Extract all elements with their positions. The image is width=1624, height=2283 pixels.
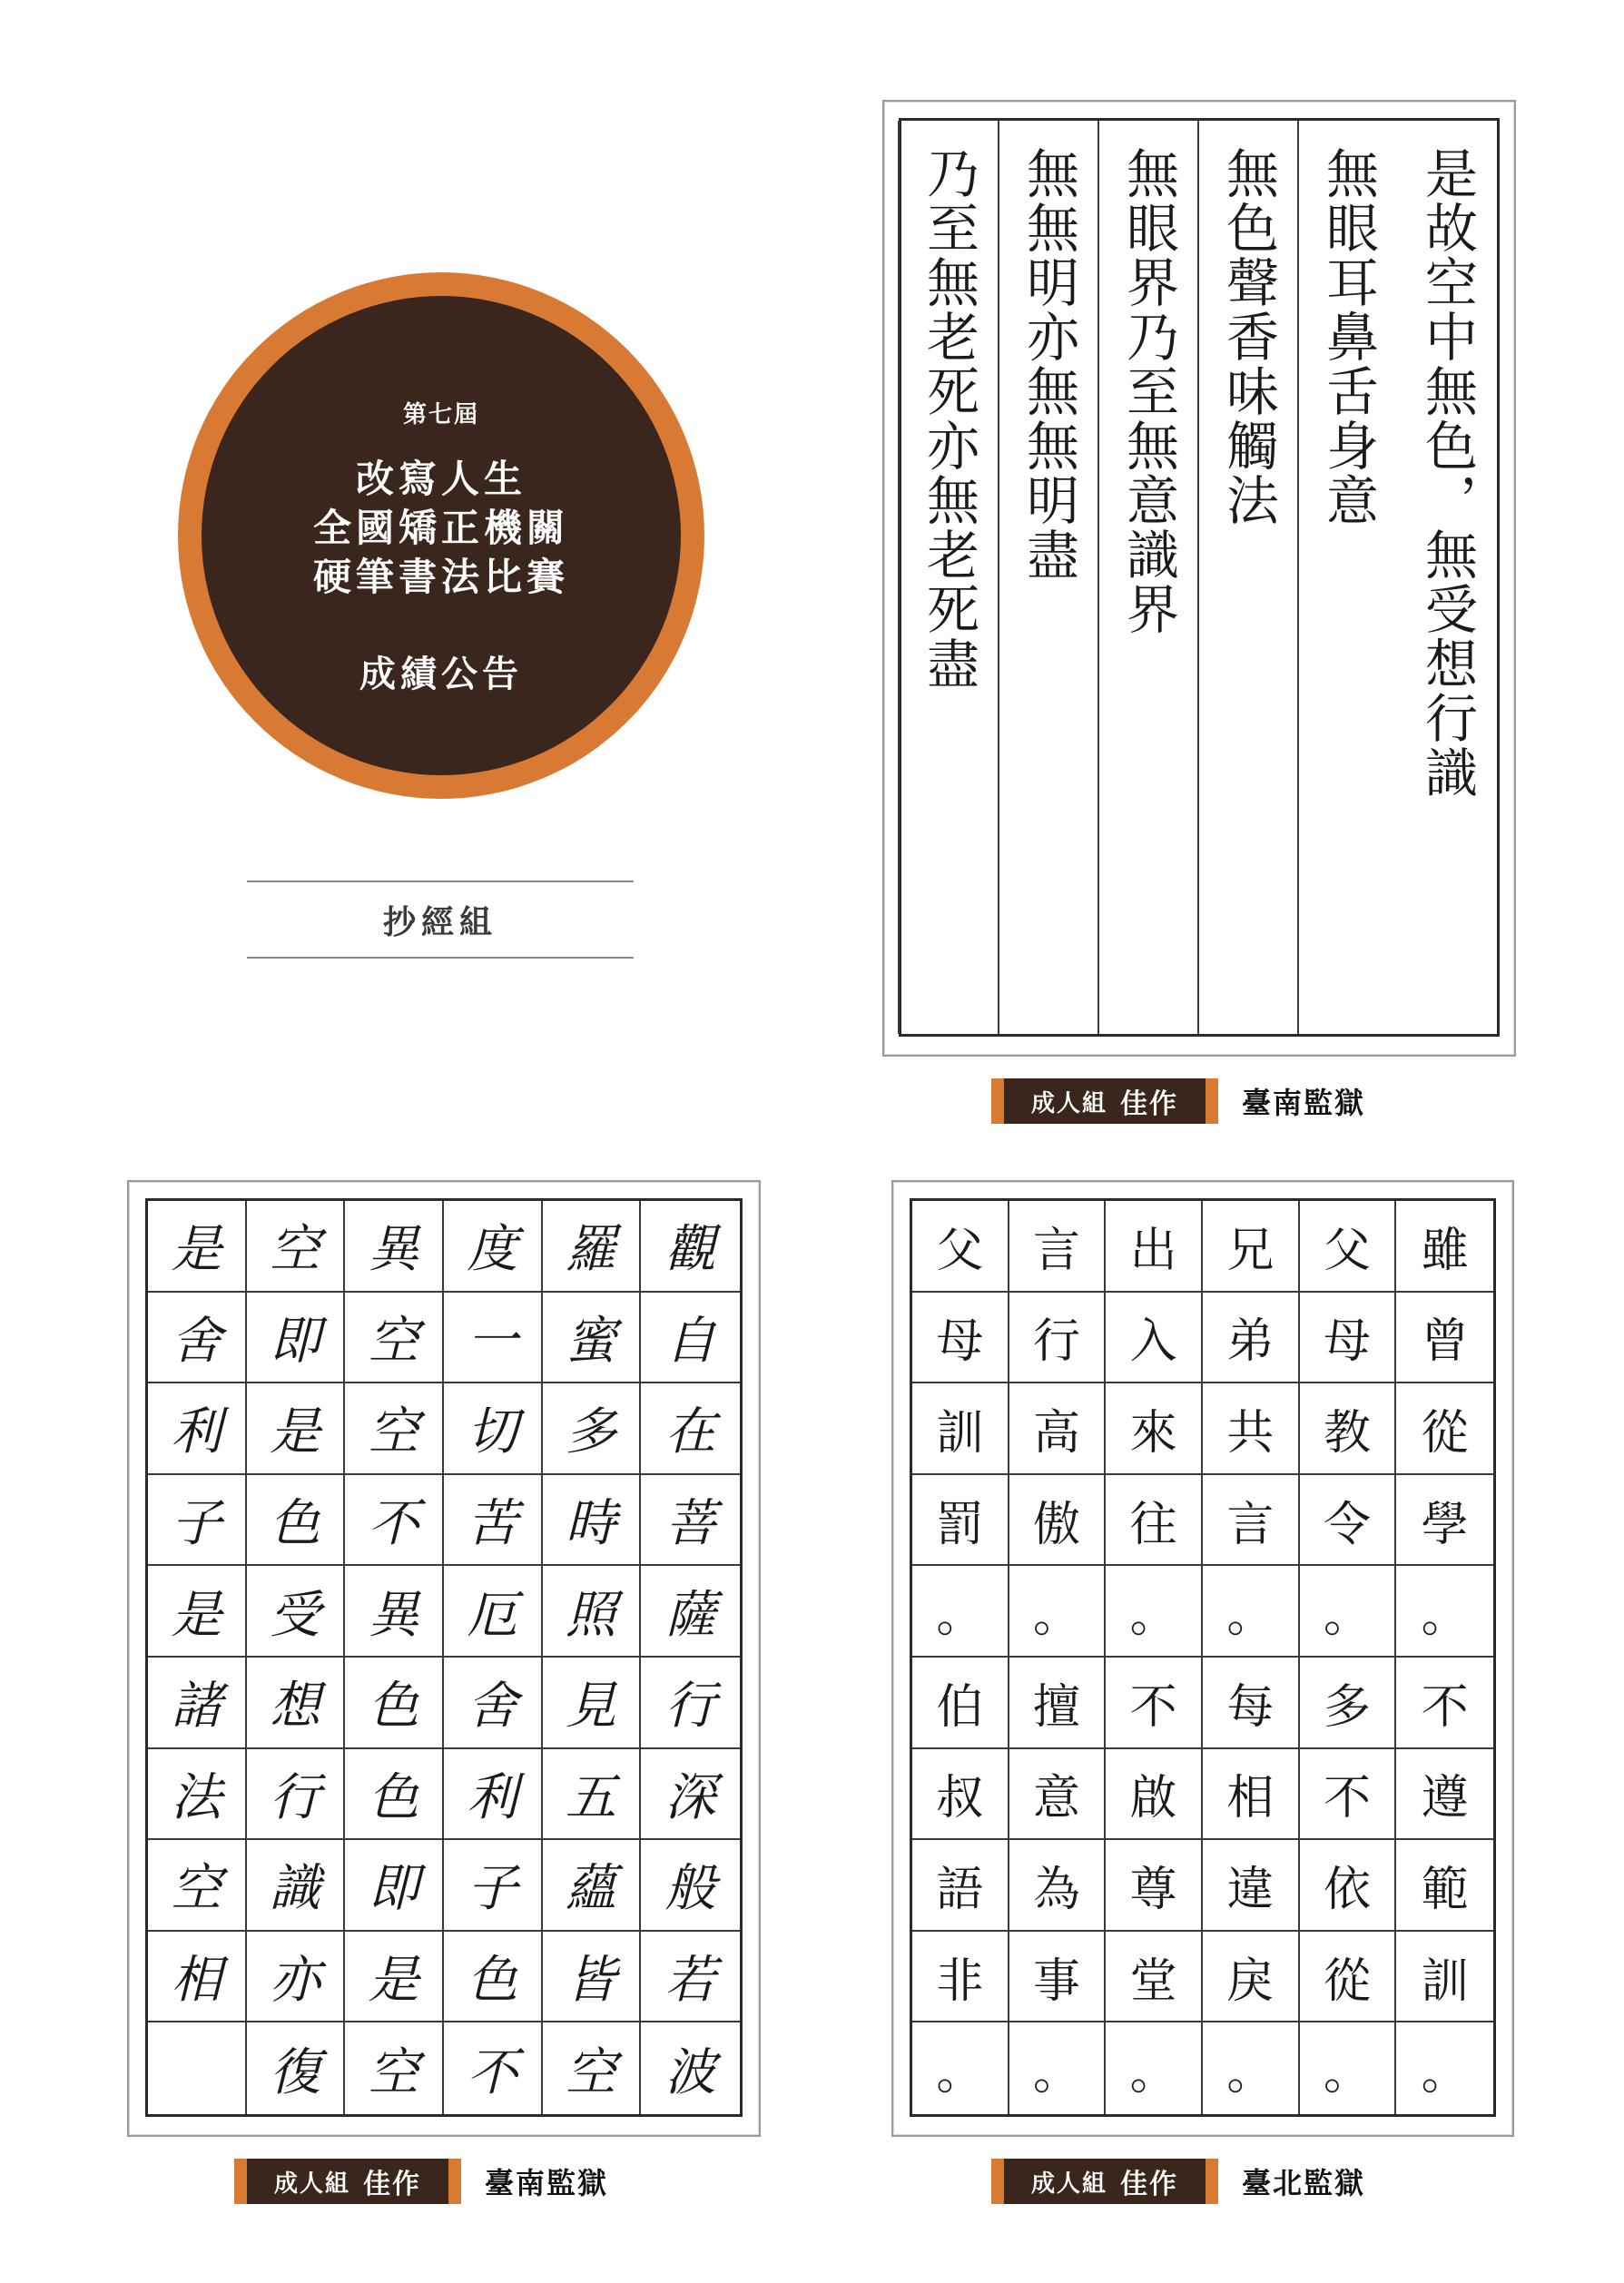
grid-cell [912,1293,1009,1384]
character: 即 [269,1311,320,1371]
grid-cell [1396,1566,1493,1658]
grid-cell [543,1749,642,1841]
grid-cell [148,2022,247,2114]
character: 色 [269,1494,320,1554]
grid-cell [1106,1201,1203,1293]
grid-cell [641,1566,740,1658]
grid-cell [1396,1932,1493,2023]
grid-cell [345,1566,444,1658]
character: 不 [467,2042,518,2102]
award-badge [234,2159,461,2204]
grid-cell [247,1749,346,1841]
character: 苦 [467,1494,518,1554]
character: 空 [565,2042,616,2102]
character: 相 [1226,1771,1275,1826]
grid-cell [1106,1475,1203,1567]
grid-cell [148,1383,247,1475]
grid-cell [543,1932,642,2023]
character: 擅 [1032,1679,1080,1735]
character: 菩 [664,1494,716,1554]
character: 依 [1323,1862,1371,1917]
grid-cell [1300,1566,1397,1658]
character: 相 [171,1951,222,2011]
grid-cell [1106,1658,1203,1749]
grid-cell [444,1840,543,1932]
category-label: 成人組 [274,2170,351,2198]
grid-cell [543,1293,642,1384]
text-column: 是故空中無色，無受想行識 [1416,146,1478,800]
character: 意 [1032,1771,1080,1826]
edition-label: 第七屆 [402,401,479,428]
character: 蜜 [565,1311,616,1371]
category-label: 成人組 [1031,1089,1108,1117]
grid-cell [1009,1840,1107,1932]
grid-cell [543,1658,642,1749]
grid-cell [444,1383,543,1475]
grid-cell [345,1383,444,1475]
character: 出 [1129,1223,1177,1278]
institution-label: 臺南監獄 [485,2166,609,2200]
character: 。 [936,2046,984,2101]
character: 訓 [1421,1953,1469,2009]
character: 在 [664,1402,716,1462]
character: 即 [368,1859,419,1919]
character: 從 [1421,1405,1469,1461]
character: 多 [565,1402,616,1462]
award-label: 佳作 [1120,1088,1179,1120]
character: 不 [1129,1679,1177,1735]
character: 色 [467,1951,518,2011]
character: 一 [467,1311,518,1371]
character: 雖 [1421,1223,1469,1278]
grid-cell [641,1475,740,1567]
title-line: 硬筆書法比賽 [312,555,569,599]
grid-cell [1396,1383,1493,1475]
section-heading: 抄經組 [247,881,634,959]
character: 亦 [269,1951,320,2011]
grid-cell [1106,1383,1203,1475]
character: 薩 [664,1585,716,1645]
grid-cell [1203,1840,1300,1932]
character: 教 [1323,1405,1371,1461]
character: 蘊 [565,1859,616,1919]
grid-cell [1009,1932,1107,2023]
grid-cell [912,1932,1009,2023]
grid-cell [1106,1293,1203,1384]
grid-cell [148,1566,247,1658]
character: 色 [368,1677,419,1737]
grid-cell [247,1932,346,2023]
character: 違 [1226,1862,1275,1917]
grid-cell [1106,1840,1203,1932]
character: 。 [1323,1589,1371,1644]
character: 。 [1421,1589,1469,1644]
title-badge-inner [202,296,681,775]
character: 諸 [171,1677,222,1737]
character: 範 [1421,1862,1469,1917]
grid-cell [1203,1749,1300,1841]
character: 空 [368,1402,419,1462]
category-label: 成人組 [1031,2170,1108,2198]
grid-cell [912,2022,1009,2114]
character: 舍 [171,1311,222,1371]
character: 戾 [1226,1953,1275,2009]
grid-cell [1300,2022,1397,2114]
character: 母 [1323,1314,1371,1370]
grid-cell [641,1383,740,1475]
award-label: 佳作 [363,2169,422,2200]
character: 訓 [936,1405,984,1461]
grid-cell [1009,1749,1107,1841]
character: 高 [1032,1405,1080,1461]
grid-cell [543,2022,642,2114]
character: 波 [664,2042,716,2102]
grid-cell [1009,1566,1107,1658]
text-column: 乃至無老死亦無老死盡 [898,121,998,1034]
character: 色 [368,1767,419,1827]
character: 語 [936,1862,984,1917]
institution-label: 臺北監獄 [1242,2166,1366,2200]
character: 言 [1226,1497,1275,1552]
text-column: 無無明亦無無明盡 [998,121,1097,1034]
character: 是 [171,1585,222,1645]
grid-cell [148,1749,247,1841]
competition-title [202,455,681,602]
character: 是 [368,1951,419,2011]
grid-cell [1300,1201,1397,1293]
grid-cell [444,2022,543,2114]
grid-cell [1396,1658,1493,1749]
grid-cell [1300,1749,1397,1841]
grid-cell [444,1566,543,1658]
grid-cell [1009,2022,1107,2114]
award-label: 佳作 [1120,2169,1179,2200]
grid-cell [912,1383,1009,1475]
grid-cell [1009,1293,1107,1384]
character: 令 [1323,1497,1371,1552]
grid-cell [641,1932,740,2023]
character: 來 [1129,1405,1177,1461]
grid-cell [912,1658,1009,1749]
character: 是 [171,1220,222,1280]
character: 利 [171,1402,222,1462]
grid-cell [444,1201,543,1293]
grid-cell [543,1475,642,1567]
title-line: 改寫人生 [355,457,527,501]
character: 若 [664,1951,716,2011]
grid-cell [1396,2022,1493,2114]
grid-cell [1300,1293,1397,1384]
calligraphy-sheet-1 [882,100,1516,1057]
character: 共 [1226,1405,1275,1461]
award-badge [991,1078,1218,1124]
character: 。 [1129,2046,1177,2101]
character: 自 [664,1311,716,1371]
grid-cell [148,1293,247,1384]
grid-cell [444,1658,543,1749]
grid-cell [641,1658,740,1749]
grid-cell [345,1749,444,1841]
grid-cell [148,1201,247,1293]
grid-cell [1106,1749,1203,1841]
grid-cell [1203,1932,1300,2023]
character: 空 [171,1859,222,1919]
character: 學 [1421,1497,1469,1552]
character: 叔 [936,1771,984,1826]
character: 事 [1032,1953,1080,2009]
grid-cell [1396,1201,1493,1293]
character: 復 [269,2042,320,2102]
character: 往 [1129,1497,1177,1552]
character: 法 [171,1767,222,1827]
grid-cell [912,1749,1009,1841]
grid-cell [247,1658,346,1749]
grid-cell [247,1475,346,1567]
grid-cell [345,1840,444,1932]
sheet-1-grid [899,118,1500,1037]
character: 。 [1032,1589,1080,1644]
grid-cell [1009,1658,1107,1749]
sheet-2-grid [145,1198,743,2117]
grid-cell [1009,1475,1107,1567]
character: 罰 [936,1497,984,1552]
title-line: 全國矯正機關 [312,506,569,550]
grid-cell [1203,1293,1300,1384]
grid-cell [543,1201,642,1293]
text-column: 無眼界乃至無意識界 [1097,121,1197,1034]
grid-cell [1203,2022,1300,2114]
grid-cell [1106,2022,1203,2114]
character: 言 [1032,1223,1080,1278]
character: 堂 [1129,1953,1177,2009]
grid-cell [148,1840,247,1932]
grid-cell [1300,1383,1397,1475]
character: 伯 [936,1679,984,1735]
grid-cell [1203,1201,1300,1293]
character: 照 [565,1585,616,1645]
character: 皆 [565,1951,616,2011]
character: 異 [368,1585,419,1645]
grid-cell [148,1658,247,1749]
character: 弟 [1226,1314,1275,1370]
sheet-3-grid [910,1198,1496,2117]
character: 子 [171,1494,222,1554]
character: 行 [664,1677,716,1737]
grid-cell [543,1383,642,1475]
grid-cell [345,1475,444,1567]
grid-cell [345,2022,444,2114]
grid-cell [1203,1658,1300,1749]
grid-cell [247,2022,346,2114]
character: 傲 [1032,1497,1080,1552]
text-column: 無眼耳鼻舌身意 [1297,121,1397,1034]
character: 見 [565,1677,616,1737]
character: 想 [269,1677,320,1737]
grid-cell [641,1749,740,1841]
grid-cell [444,1475,543,1567]
grid-cell [912,1201,1009,1293]
grid-cell [1106,1932,1203,2023]
grid-cell [247,1383,346,1475]
grid-cell [247,1293,346,1384]
grid-cell [912,1475,1009,1567]
grid-cell [641,1840,740,1932]
grid-cell [1396,1293,1493,1384]
grid-cell [1009,1201,1107,1293]
grid-cell [345,1658,444,1749]
character: 。 [1226,1589,1275,1644]
character: 空 [368,2042,419,2102]
character: 。 [1032,2046,1080,2101]
character: 母 [936,1314,984,1370]
grid-cell [1300,1475,1397,1567]
text-column: 無色聲香味觸法 [1197,121,1297,1034]
grid-cell [345,1201,444,1293]
results-notice: 成績公告 [359,654,523,695]
character: 深 [664,1767,716,1827]
character: 尊 [1129,1862,1177,1917]
character: 不 [1323,1771,1371,1826]
character: 不 [1421,1679,1469,1735]
grid-cell [1300,1932,1397,2023]
grid-cell [345,1932,444,2023]
character: 曾 [1421,1314,1469,1370]
grid-cell [1300,1840,1397,1932]
grid-cell [345,1293,444,1384]
character: 為 [1032,1862,1080,1917]
character: 時 [565,1494,616,1554]
grid-cell [148,1932,247,2023]
calligraphy-sheet-3 [891,1180,1514,2137]
character: 入 [1129,1314,1177,1370]
grid-cell [1203,1475,1300,1567]
character: 每 [1226,1679,1275,1735]
character: 切 [467,1402,518,1462]
character: 利 [467,1767,518,1827]
character: 度 [467,1220,518,1280]
caption-1 [991,1078,1365,1124]
character: 不 [368,1494,419,1554]
character: 空 [368,1311,419,1371]
grid-cell [1396,1840,1493,1932]
institution-label: 臺南監獄 [1242,1086,1366,1120]
character: 從 [1323,1953,1371,2009]
grid-cell [444,1932,543,2023]
character: 父 [936,1223,984,1278]
calligraphy-sheet-2 [127,1180,761,2137]
character: 舍 [467,1677,518,1737]
title-badge [178,272,704,799]
character: 父 [1323,1223,1371,1278]
grid-cell [641,2022,740,2114]
grid-cell [1300,1658,1397,1749]
character: 厄 [467,1585,518,1645]
character: 空 [269,1220,320,1280]
character: 觀 [664,1220,716,1280]
grid-cell [1009,1383,1107,1475]
character: 。 [1421,2046,1469,2101]
grid-cell [1203,1566,1300,1658]
grid-cell [912,1566,1009,1658]
grid-cell [1106,1566,1203,1658]
grid-cell [543,1840,642,1932]
grid-cell [444,1749,543,1841]
grid-cell [641,1201,740,1293]
caption-2 [234,2159,608,2204]
character: 受 [269,1585,320,1645]
character: 般 [664,1859,716,1919]
grid-cell [444,1293,543,1384]
character: 。 [1323,2046,1371,2101]
character: 行 [1032,1314,1080,1370]
character: 非 [936,1953,984,2009]
character: 羅 [565,1220,616,1280]
character: 行 [269,1767,320,1827]
character: 異 [368,1220,419,1280]
grid-cell [247,1201,346,1293]
character: 啟 [1129,1771,1177,1826]
character: 五 [565,1767,616,1827]
character: 兄 [1226,1223,1275,1278]
character: 是 [269,1402,320,1462]
award-badge [991,2159,1218,2204]
grid-cell [1396,1749,1493,1841]
character: 多 [1323,1679,1371,1735]
character: 識 [269,1859,320,1919]
grid-cell [247,1840,346,1932]
grid-cell [1396,1475,1493,1567]
grid-cell [912,1840,1009,1932]
character: 。 [1226,2046,1275,2101]
grid-cell [543,1566,642,1658]
grid-cell [247,1566,346,1658]
grid-cell [148,1475,247,1567]
character: 子 [467,1859,518,1919]
character: 。 [936,1589,984,1644]
character: 。 [1129,1589,1177,1644]
caption-3 [991,2159,1365,2204]
character: 遵 [1421,1771,1469,1826]
grid-cell [641,1293,740,1384]
grid-cell [1203,1383,1300,1475]
